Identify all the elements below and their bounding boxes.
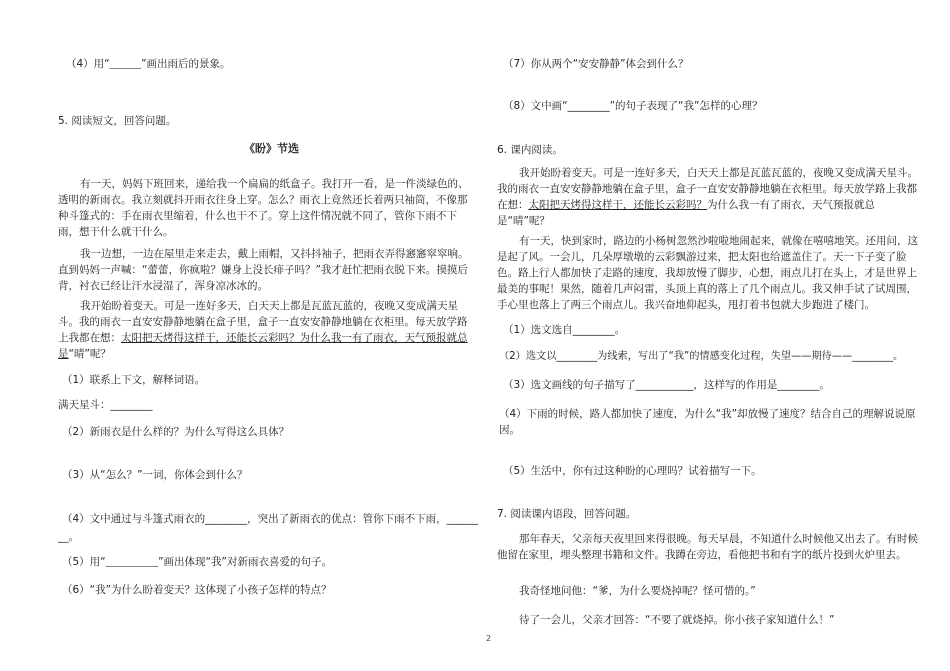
question-4-draw-after-rain: （4）用“⸏⸏⸏”画出雨后的景象。	[66, 58, 231, 70]
sub-question-1: （1）选文选自________。	[503, 324, 626, 336]
section-7-paragraph-2: 我奇怪地问他：“爹，为什么要烧掉呢？怪可惜的。”	[519, 585, 756, 597]
question-7: （7）你从两个“安安静静”体会到什么？	[503, 58, 689, 70]
question-8: （8）文中画“________”的句子表现了“我”怎样的心理？	[503, 100, 763, 112]
sub-question-4: （4）下雨的时候，路人都加快了速度，为什么“我”却放慢了速度？结合自己的理解说说原因。	[499, 408, 916, 436]
passage-title: 《盼》节选	[244, 142, 299, 155]
question-1: （1）联系上下文，解释词语。	[62, 374, 206, 386]
question-5: （5）用“⸏⸏⸏⸏⸏”画出体现“我”对新雨衣喜爱的句子。	[62, 556, 332, 568]
section-7-paragraph-1: 那年春天，父亲每天夜里回来得很晚。每天早晨，不知道什么时候他又出去了。有时候他留在家里，埋头整理书籍和文件。我蹲在旁边，看他把书和有字的纸片投到火炉里去。	[497, 533, 918, 561]
reading-paragraph-2: 有一天，快到家时，路边的小杨树忽然沙啦啦地闹起来，就像在嘻嘻地笑。还用问，这是起了风。一会儿，几朵厚墩墩的云彩飘游过来，把太阳也给遮盖住了。天一下子变了脸色。路上行人都加快了走路的速度，我却放慢了脚步，心想，雨点儿打在头上，才是世界上最美的事呢！果然，随着几声闷雷，头顶上真的落上了几个雨点儿。我又伸手试了试周围，手心里也落上了两三个雨点儿。我兴奋地仰起头，甩打着书包就大步跑进了楼门。	[497, 235, 918, 311]
section-7-heading: 7. 阅读课内语段，回答问题。	[497, 508, 637, 520]
underlined-sentence: 太阳把天烤得这样干，还能长云彩吗？	[528, 199, 707, 211]
question-2: （2）新雨衣是什么样的？为什么写得这么具体？	[62, 426, 290, 438]
passage-paragraph-2: 我一边想，一边在屋里走来走去，戴上雨帽，又抖抖袖子，把雨衣弄得窸窸窣窣响。直到妈妈一声喊：“蕾蕾，你疯啦？嫌身上没长痱子吗？”我才赶忙把雨衣脱下来。摸摸后背，衬衣已经让汗水浸湿了，浑身凉冰冰的。	[58, 248, 469, 292]
question-1-word: 满天星斗：________	[58, 399, 153, 411]
sub-question-2: （2）选文以________为线索，写出了“我”的情感变化过程，失望——期待——________。	[499, 351, 904, 362]
question-3: （3）从“怎么？”一词，你体会到什么？	[62, 469, 248, 481]
sub-question-3: （3）选文画线的句子描写了___________，这样写的作用是________。	[503, 379, 830, 391]
page-number: 2	[486, 634, 492, 643]
section-7-paragraph-3: 待了一会儿，父亲才回答：“不要了就烧掉。你小孩子家知道什么！”	[519, 614, 835, 626]
underlined-sentence: 太阳把天烤得这样干，还能长云彩吗？为什么我一有了雨衣，天气预报就总是	[58, 332, 468, 360]
section-5-heading: 5. 阅读短文，回答问题。	[58, 115, 177, 127]
sub-question-5: （5）生活中，你有过这种盼的心理吗？试着描写一下。	[503, 465, 762, 477]
passage-paragraph-1: 有一天，妈妈下班回来，递给我一个扁扁的纸盒子。我打开一看，是一件淡绿色的、透明的新雨衣。我立刻就抖开雨衣往身上穿。怎么？雨衣上竟然还长着两只袖筒，不像那种斗篷式的：手在雨衣里缩着，什么也干不了。穿上这件情况就不同了，管你下雨不下雨，想干什么就干什么。	[58, 178, 469, 238]
reading-paragraph-1: 我开始盼着变天。可是一连好多天，白天天上都是瓦蓝瓦蓝的，夜晚又变成满天星斗。我的雨衣一直安安静静地躺在盒子里，盒子一直安安静静地躺在衣柜里。每天放学路上我都在想：太阳把天烤得这样干，还能长云彩吗？为什么我一有了雨衣，天气预报就总是“晴”呢？	[497, 167, 918, 227]
passage-paragraph-3: 我开始盼着变天。可是一连好多天，白天天上都是瓦蓝瓦蓝的，夜晚又变成满天星斗。我的雨衣一直安安静静地躺在盒子里，盒子一直安安静静地躺在衣柜里。每天放学路上我都在想：太阳把天烤得这样干，还能长云彩吗？为什么我一有了雨衣，天气预报就总是“晴”呢？	[58, 300, 468, 360]
question-4-line-2: __。	[58, 531, 79, 543]
question-4-line-1: （4）文中通过与斗篷式雨衣的________，突出了新雨衣的优点：管你下雨不下雨，______	[62, 513, 479, 525]
section-6-heading: 6. 课内阅读。	[497, 144, 563, 156]
question-6: （6）“我”为什么盼着变天？这体现了小孩子怎样的特点？	[62, 584, 332, 596]
